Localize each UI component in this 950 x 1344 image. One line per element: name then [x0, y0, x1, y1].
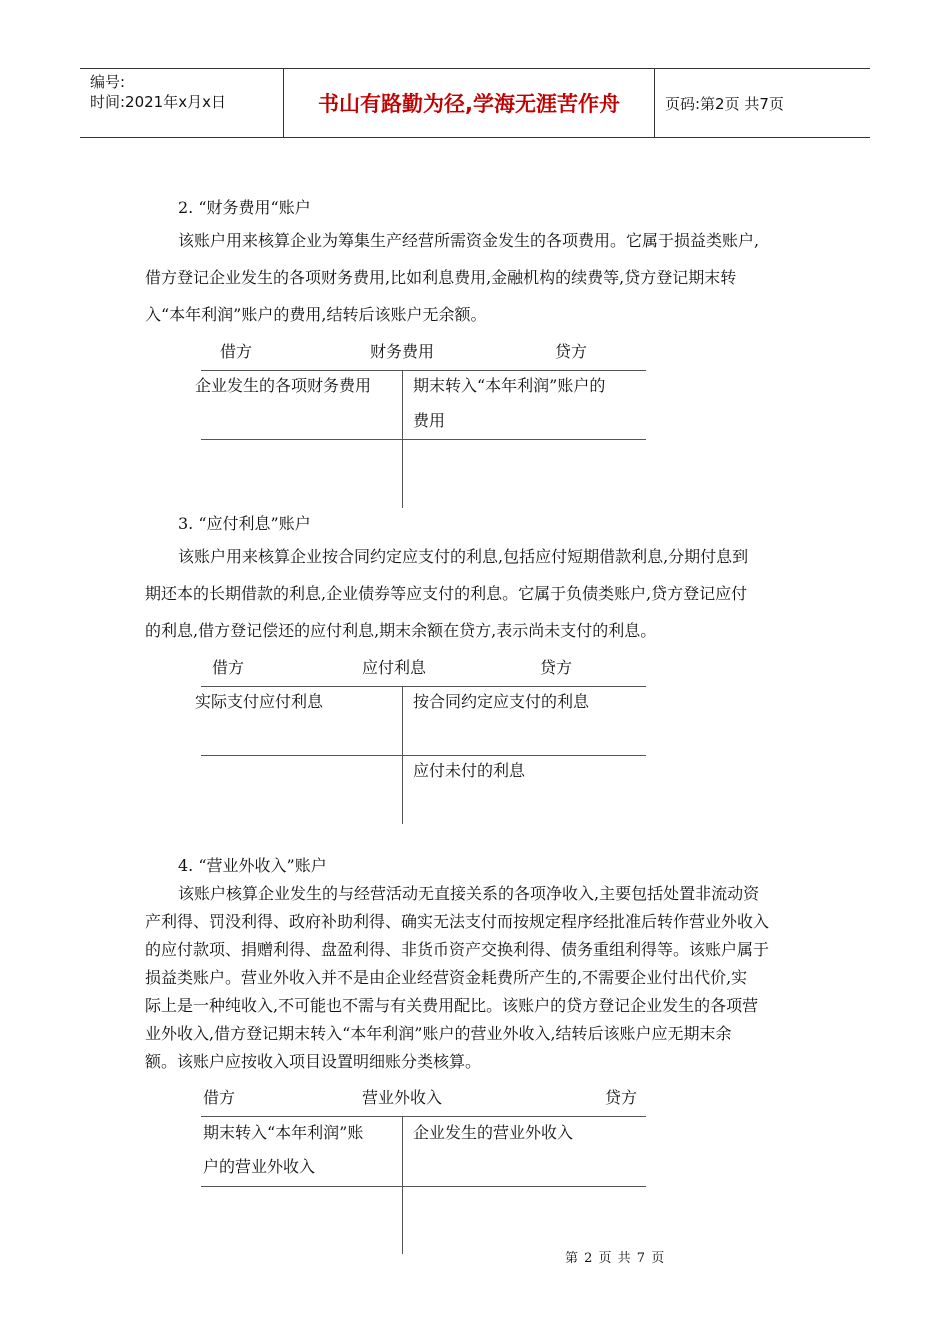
paragraph-line: 损益类账户。营业外收入并不是由企业经营资金耗费所产生的,不需要企业付出代价,实 [145, 968, 748, 987]
paragraph-line: 的应付款项、捐赠利得、盘盈利得、非货币资产交换利得、债务重组利得等。该账户属于 [145, 940, 770, 959]
paragraph-line: 际上是一种纯收入,不可能也不需与有关费用配比。该账户的贷方登记企业发生的各项营 [145, 996, 759, 1015]
paragraph-line: 借方登记企业发生的各项财务费用,比如利息费用,金融机构的续费等,贷方登记期末转 [145, 268, 737, 287]
debit-label: 借方 [220, 342, 253, 361]
section-title: 2. “财务费用“账户 [178, 198, 311, 217]
paragraph-line: 的利息,借方登记偿还的应付利息,期末余额在贷方,表示尚未支付的利息。 [145, 621, 657, 640]
number-label: 编号: [90, 73, 126, 91]
t-account-entry: 按合同约定应支付的利息 [413, 692, 590, 711]
t-account-entry: 实际支付应付利息 [195, 692, 324, 711]
t-account-top-line [201, 686, 646, 687]
page-footer: 第 2 页 共 7 页 [565, 1251, 666, 1266]
page-header [80, 68, 870, 138]
t-account-entry: 企业发生的各项财务费用 [195, 376, 372, 395]
t-account-entry: 应付未付的利息 [413, 761, 526, 780]
t-account-entry: 期末转入“本年利润”账 [203, 1123, 364, 1142]
t-account-entry: 期末转入“本年利润”账户的 [413, 376, 606, 395]
paragraph-line: 业外收入,借方登记期末转入“本年利润”账户的营业外收入,结转后该账户应无期末余 [145, 1024, 732, 1043]
credit-label: 贷方 [605, 1088, 638, 1107]
t-account-row-line [201, 755, 646, 756]
debit-label: 借方 [203, 1088, 236, 1107]
account-name: 营业外收入 [362, 1088, 443, 1107]
motto: 书山有路勤为径,学海无涯苦作舟 [284, 69, 655, 137]
t-account-top-line [201, 370, 646, 371]
paragraph-line: 额。该账户应按收入项目设置明细账分类核算。 [145, 1052, 482, 1071]
account-name: 应付利息 [362, 658, 427, 677]
debit-label: 借方 [212, 658, 245, 677]
date-label: 时间:2021年x月x日 [90, 93, 226, 111]
section-title: 4. “营业外收入”账户 [178, 856, 327, 875]
t-account-row-line [201, 439, 646, 440]
credit-label: 贷方 [540, 658, 573, 677]
page-label: 页码:第2页 共7页 [665, 94, 784, 113]
section-title: 3. “应付利息”账户 [178, 514, 311, 533]
header-meta-cell [80, 69, 284, 137]
t-account-top-line [201, 1116, 646, 1117]
t-account-entry: 户的营业外收入 [203, 1157, 316, 1176]
account-name: 财务费用 [370, 342, 435, 361]
t-account-entry: 费用 [413, 411, 446, 430]
paragraph-line: 该账户用来核算企业按合同约定应支付的利息,包括应付短期借款利息,分期付息到 [178, 547, 749, 566]
t-account-entry: 企业发生的营业外收入 [413, 1123, 574, 1142]
paragraph-line: 入“本年利润”账户的费用,结转后该账户无余额。 [145, 305, 487, 324]
paragraph-line: 该账户用来核算企业为筹集生产经营所需资金发生的各项费用。它属于损益类账户, [178, 231, 760, 250]
t-account-divider [402, 1116, 403, 1254]
credit-label: 贷方 [555, 342, 588, 361]
paragraph-line: 产利得、罚没利得、政府补助利得、确实无法支付而按规定程序经批准后转作营业外收入 [145, 912, 770, 931]
paragraph-line: 期还本的长期借款的利息,企业债券等应支付的利息。它属于负债类账户,贷方登记应付 [145, 584, 748, 603]
t-account-row-line [201, 1186, 646, 1187]
paragraph-line: 该账户核算企业发生的与经营活动无直接关系的各项净收入,主要包括处置非流动资 [178, 884, 760, 903]
